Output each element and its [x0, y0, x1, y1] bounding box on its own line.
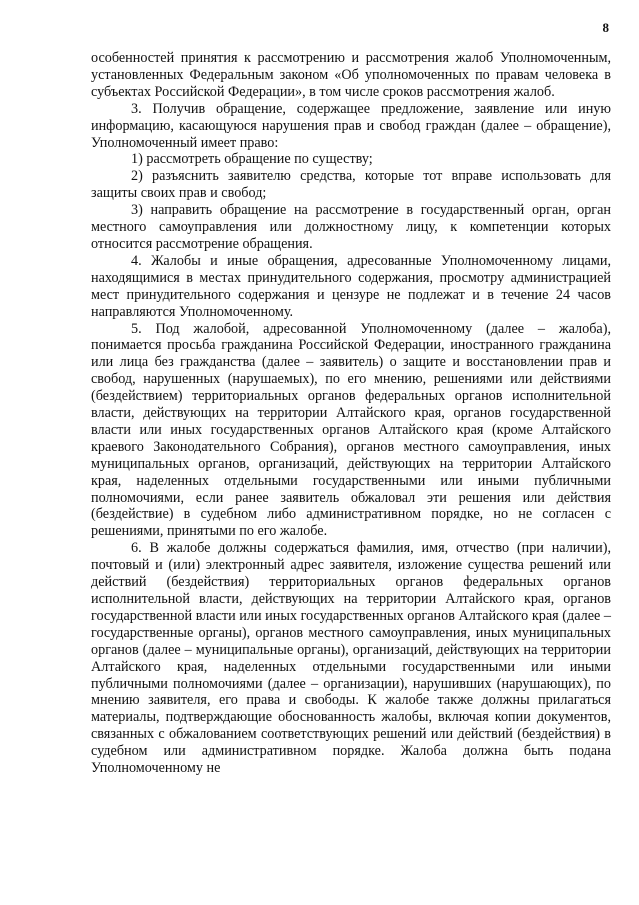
paragraph-item-4: 4. Жалобы и иные обращения, адресованные Уполномоченному лицами, находящимися в местах принудительного содержания, просмотру администрацией мест принудительного содержания и цензуре не подлежат и в течение 24 часов направляются Уполномоченному. [91, 252, 611, 320]
paragraph-subitem-2: 2) разъяснить заявителю средства, которые тот вправе использовать для защиты своих прав и свобод; [91, 168, 611, 202]
paragraph-subitem-1: 1) рассмотреть обращение по существу; [131, 151, 373, 168]
paragraph-subitem-3: 3) направить обращение на рассмотрение в государственный орган, орган местного самоуправления или должностному лицу, к компетенции которых относится рассмотрение обращения. [91, 202, 611, 252]
page-number: 8 [602, 20, 609, 35]
paragraph-item-6: 6. В жалобе должны содержаться фамилия, имя, отчество (при наличии), почтовый и (или) электронный адрес заявителя, изложение существа решений или действий (бездействия) территориальных органов федеральных органов исполнительной власти, действующих на территории Алтайского края, органов государственной власти или иных государственных органов Алтайского края (далее – государственные органы), органов местного самоуправления, иных муниципальных органов (далее – муниципальные органы), организаций, действующих на территории Алтайского края, наделенных отдельными государственными или иными публичными полномочиями (далее – организации), нарушивших (нарушающих), по мнению заявителя, его права и свободы. К жалобе также должны прилагаться материалы, подтверждающие обоснованность жалобы, включая копии документов, связанных с обжалованием соответствующих решений или действий (бездействия) в судебном или административном порядке. Жалоба должна быть подана Уполномоченному не [91, 540, 611, 777]
paragraph-item-5: 5. Под жалобой, адресованной Уполномоченному (далее – жалоба), понимается просьба гражданина Российской Федерации, иностранного гражданина или лица без гражданства (далее – заявитель) о защите и восстановлении прав и свобод, нарушенных (нарушаемых), по его мнению, решениями или действиями (бездействием) территориальных органов федеральных органов исполнительной власти, действующих на территории Алтайского края, органов государственной власти или иных государственных органов Алтайского края (кроме Алтайского краевого Законодательного Собрания), органов местного самоуправления, иных муниципальных органов, организаций, действующих на территории Алтайского края, наделенных отдельными государственными или иными публичными полномочиями, если ранее заявитель обжаловал эти решения или действия (бездействие) в судебном либо административном порядке, но не согласен с решениями, принятыми по его жалобе. [91, 320, 611, 540]
paragraph-continuation: особенностей принятия к рассмотрению и рассмотрения жалоб Уполномоченным, установленных Федеральным законом «Об уполномоченных по правам человека в субъектах Российской Федерации», в том числе сроков рассмотрения жалоб. [91, 50, 611, 100]
paragraph-item-3: 3. Получив обращение, содержащее предложение, заявление или иную информацию, касающуюся нарушения прав и свобод граждан (далее – обращение), Уполномоченный имеет право: [91, 100, 611, 151]
document-body [91, 50, 611, 777]
